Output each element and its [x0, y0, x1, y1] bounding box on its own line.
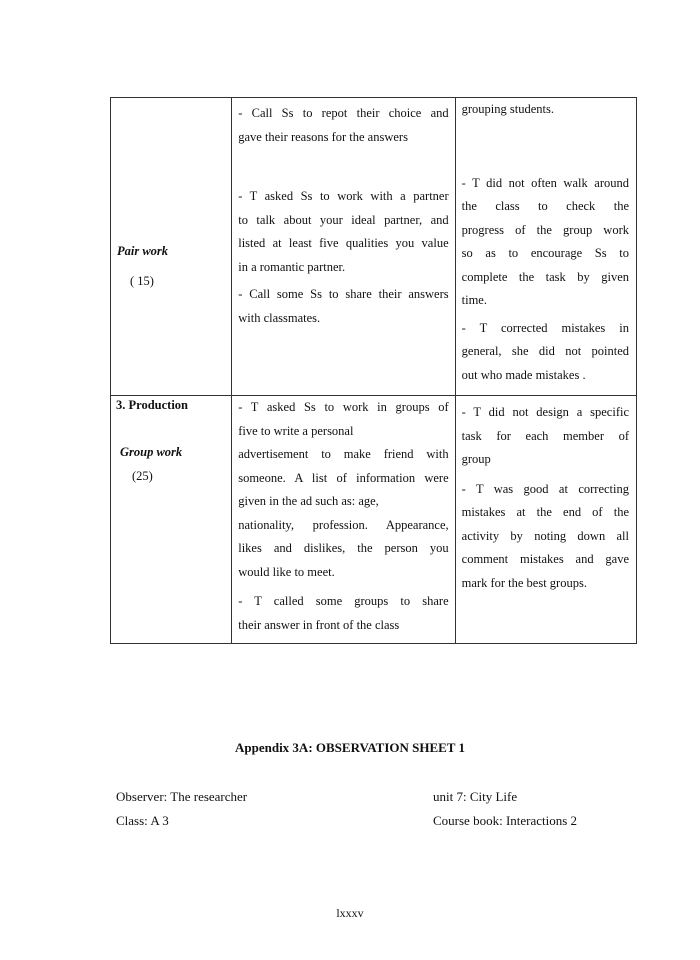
text-line: likes and dislikes, the person you: [238, 541, 449, 555]
time-label: (25): [132, 469, 153, 483]
comment-cell: [455, 98, 636, 396]
text-line: gave their reasons for the answers: [238, 129, 408, 144]
text-line: would like to meet.: [238, 564, 335, 579]
comment-paragraph: [462, 401, 629, 472]
observation-table: [110, 97, 637, 644]
stage-cell: [111, 98, 232, 396]
text-line: in a romantic partner.: [238, 259, 346, 274]
text-line: - T was good at correcting: [461, 481, 629, 496]
observer-line: Observer: The researcher: [116, 789, 248, 804]
comment-paragraph: [462, 98, 629, 122]
text-line: with classmates.: [238, 310, 321, 325]
activity-paragraph: [238, 185, 448, 279]
text-line: out who made mistakes .: [461, 367, 586, 382]
teacher-activity-cell: [232, 98, 455, 396]
stage-cell: [111, 396, 232, 644]
text-line: so as to encourage Ss to: [461, 246, 629, 260]
text-line: general, she did not pointed: [461, 344, 629, 358]
text-line: task for each member of: [461, 428, 629, 443]
activity-paragraph: [238, 396, 448, 584]
text-line: - T called some groups to share: [238, 594, 449, 608]
text-line: to talk about your ideal partner, and: [238, 212, 449, 227]
text-line: listed at least five qualities you value: [238, 236, 449, 250]
text-line: grouping students.: [461, 102, 554, 116]
activity-label: Group work: [120, 445, 183, 459]
table-row: [111, 396, 637, 644]
page-number: lxxxv: [336, 906, 364, 920]
text-line: someone. A list of information were: [238, 470, 449, 485]
unit-line: unit 7: City Life: [433, 789, 518, 804]
text-line: progress of the group work: [461, 222, 629, 237]
comment-paragraph: [462, 172, 629, 313]
text-line: - T did not often walk around: [461, 175, 629, 190]
comment-paragraph: [462, 317, 629, 388]
table-row: [111, 98, 637, 396]
text-line: activity by noting down all: [461, 528, 629, 543]
text-line: advertisement to make friend with: [238, 447, 449, 461]
text-line: five to write a personal: [238, 423, 354, 438]
text-line: group: [461, 452, 491, 466]
class-line: Class: A 3: [116, 813, 169, 828]
text-line: nationality, profession. Appearance,: [238, 517, 449, 532]
text-line: their answer in front of the class: [238, 617, 400, 632]
activity-paragraph: [238, 102, 448, 149]
activity-paragraph: [238, 590, 448, 637]
text-line: - T corrected mistakes in: [461, 320, 629, 335]
time-label: ( 15): [130, 274, 154, 288]
stage-title: 3. Production: [116, 398, 188, 412]
text-line: complete the task by given: [461, 269, 629, 284]
text-line: comment mistakes and gave: [461, 552, 629, 566]
text-line: - T asked Ss to work in groups of: [238, 400, 449, 414]
activity-paragraph: [238, 283, 448, 330]
comment-cell: [455, 396, 636, 644]
activity-label: Pair work: [117, 244, 169, 258]
comment-paragraph: [462, 478, 629, 596]
coursebook-line: Course book: Interactions 2: [433, 813, 578, 828]
text-line: time.: [461, 293, 487, 307]
text-line: - Call some Ss to share their answers: [238, 287, 449, 301]
text-line: - T did not design a specific: [461, 405, 629, 419]
text-line: mark for the best groups.: [461, 575, 587, 590]
appendix-title: Appendix 3A: OBSERVATION SHEET 1: [234, 740, 465, 755]
text-line: - Call Ss to repot their choice and: [238, 106, 449, 120]
text-line: given in the ad such as: age,: [238, 494, 379, 508]
text-line: - T asked Ss to work with a partner: [238, 189, 449, 203]
text-line: the class to check the: [461, 199, 629, 213]
text-line: mistakes at the end of the: [461, 505, 629, 519]
teacher-activity-cell: [232, 396, 455, 644]
